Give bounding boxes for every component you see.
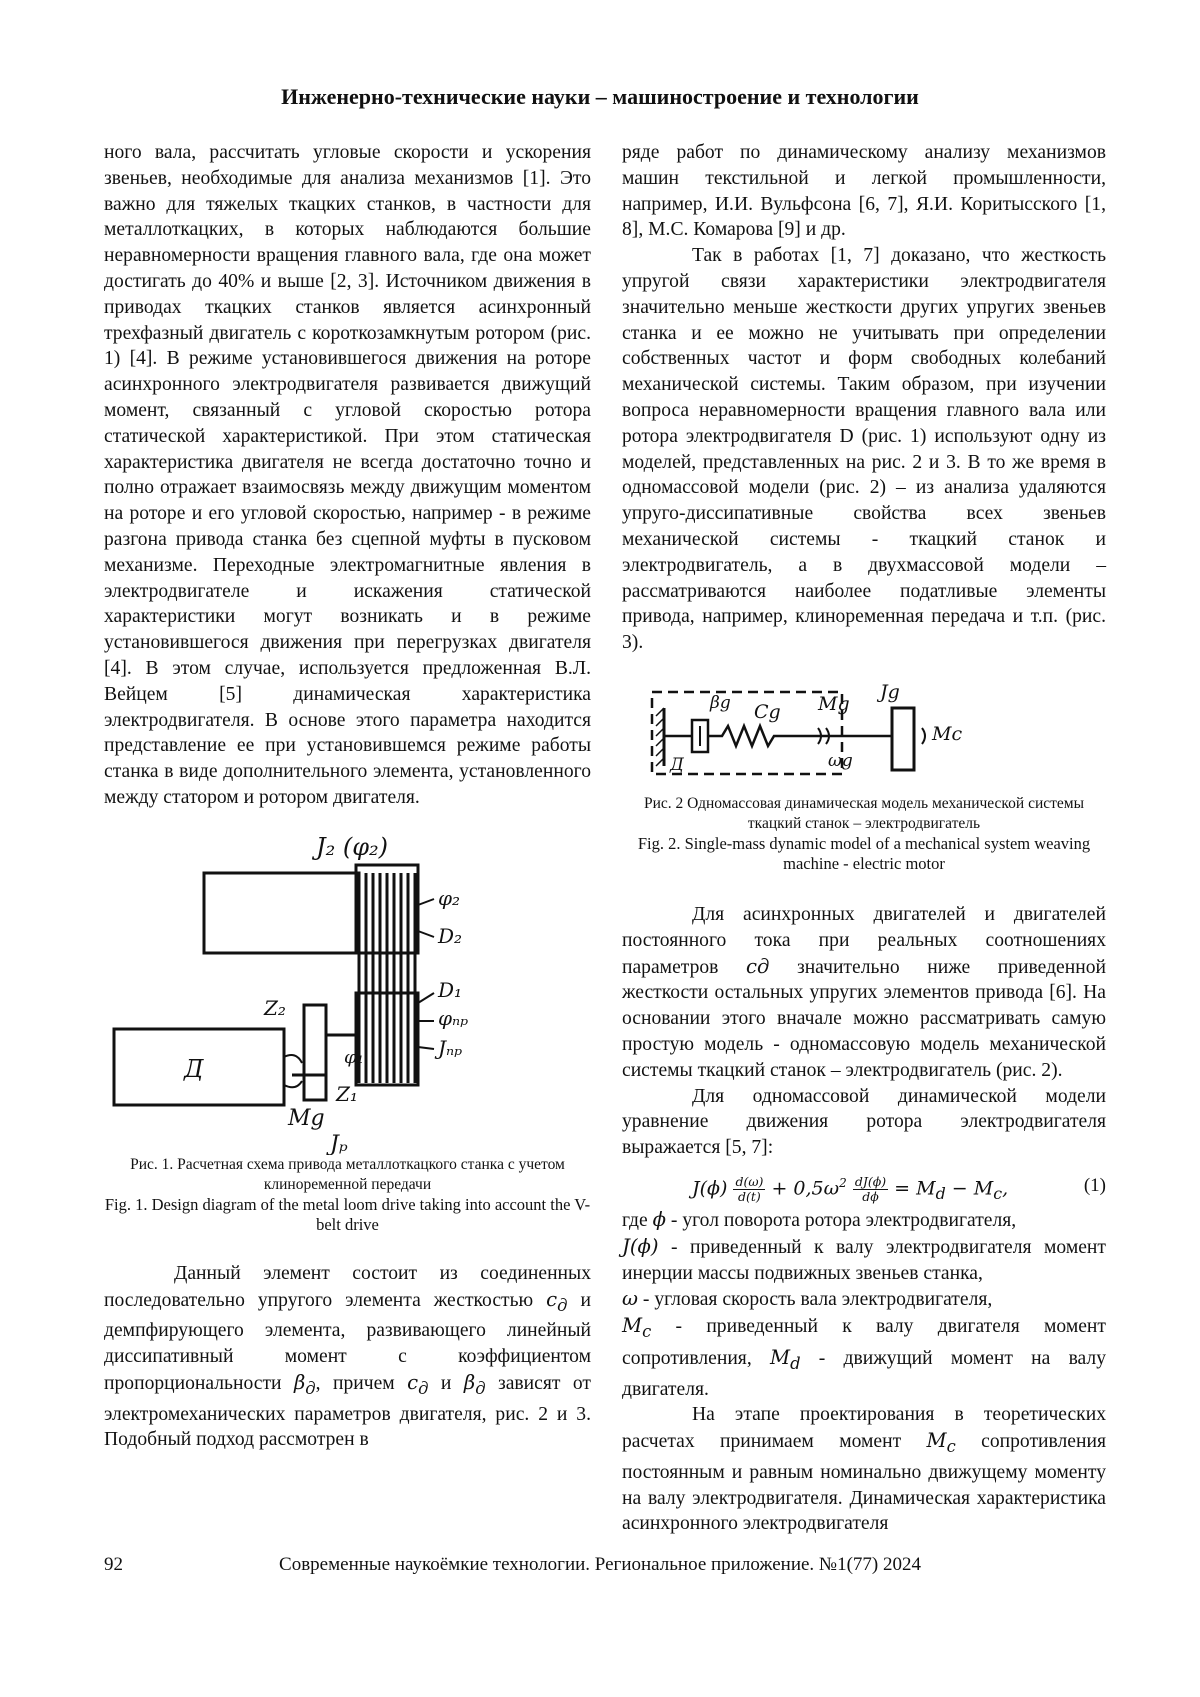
eq-frac-1	[733, 1175, 765, 1204]
def4-sym: M	[622, 1314, 643, 1338]
spring	[708, 726, 892, 746]
sym-c: c	[546, 1287, 558, 1311]
fig2-label-omega-g: ωg	[828, 750, 853, 771]
sym-c-d	[546, 1287, 568, 1315]
def2-text: - приведенный к валу электродвигателя момент инерции массы подвижных звеньев станка,	[622, 1236, 1106, 1284]
fig2-label-M-c: Mc	[932, 722, 963, 745]
p3-part-b: значительно ниже приведенной жесткости остальных упругих элементов привода [6]. На основании этого вначале можно рассматривать самую простую модель - одномассовую модель механической системы ткацкий станок – электродвигатель (рис. 2).	[622, 956, 1106, 1081]
figure-2	[622, 678, 1106, 786]
fig1-label-D1: D₁	[438, 977, 463, 1002]
eq-frac-1-den: d(t)	[738, 1188, 761, 1204]
def2-symbol: J(ϕ)	[622, 1234, 659, 1258]
figure-2-caption-en: Fig. 2. Single-mass dynamic model of a mechanical system weaving machine - electric motor	[637, 833, 1091, 873]
equation-number: (1)	[1083, 1174, 1106, 1196]
sym-c-d-2	[407, 1370, 429, 1398]
journal-name: Современные наукоёмкие технологии. Региональное приложение. №1(77) 2024	[279, 1554, 921, 1575]
def1-text: - угол поворота ротора электродвигателя,	[670, 1209, 1017, 1231]
sym-c-2: c	[407, 1370, 419, 1394]
fig1-label-Mg: Mg	[288, 1105, 325, 1131]
p2-part-b: и демпфирующего элемента, развивающего линейный диссипативный момент с коэффициентом пропорциональности	[104, 1289, 591, 1394]
fig1-label-Jp: Jₚ	[330, 1131, 348, 1155]
definition-4	[622, 1313, 1106, 1402]
fig1-label-motor: Д	[184, 1054, 204, 1083]
fig1-label-phi-pr: φₙₚ	[438, 1005, 469, 1030]
figure-1	[104, 825, 591, 1155]
figure-2-caption-ru: Рис. 2 Одномассовая динамическая модель механической системы ткацкий станок – электродвигатель	[643, 794, 1085, 832]
eq-frac-1-num: d(ω)	[735, 1173, 764, 1189]
p5-part-b: сопротивления постоянным и равным номинально движущему моменту на валу электродвигателя. Динамическая характеристика асинхронного электродвигателя	[622, 1431, 1106, 1535]
fig1-label-phi2: φ₂	[438, 885, 461, 910]
eq-frac-2	[853, 1175, 888, 1204]
p3-symbol: cд	[745, 954, 770, 978]
leader-lines	[418, 899, 434, 1049]
left-column	[104, 140, 591, 1453]
right-paragraph-4: Для одномассовой динамической модели уравнение движения ротора электродвигателя выражается [5, 7]:	[622, 1085, 1106, 1159]
fig1-label-D2: D₂	[438, 923, 463, 948]
p5-sym: M	[926, 1429, 947, 1453]
eq-frac-2-den: dϕ	[862, 1188, 879, 1204]
right-column	[622, 140, 1106, 1537]
sym-beta-2: β	[463, 1370, 476, 1394]
def1-symbol: ϕ	[652, 1207, 666, 1231]
right-paragraph-2: Так в работах [1, 7] доказано, что жесткость упругой связи характеристики электродвигателя значительно меньше жесткости других упругих звеньев станка и ее можно не учитывать при определении собственных частот и форм свободных колебаний механической системы. Таким образом, при изучении вопроса неравномерности вращения главного вала или ротора электродвигателя D (рис. 1) используют одну из моделей, представленных на рис. 2 и 3. В то же время в одномассовой модели (рис. 2) – из анализа удаляются упруго-диссипативные свойства всех звеньев механической системы - ткацкий станок и электродвигатель, а в двухмассовой модели – рассматриваются наиболее податливые элементы привода, например, клиноременная передача и т.п. (рис. 3).	[622, 245, 1106, 654]
definition-2	[622, 1234, 1106, 1287]
definition-3	[622, 1286, 1106, 1313]
p2-part-d: и	[440, 1372, 452, 1394]
fig2-label-J-g: Jg	[880, 680, 900, 703]
sym-beta-d-2	[463, 1370, 486, 1398]
fig2-label-D: Д	[670, 754, 684, 775]
equation-1	[622, 1165, 1106, 1205]
def4-symbol-2	[769, 1345, 801, 1373]
eq-rhs: = M	[894, 1177, 936, 1200]
fig1-label-Z1: Z₁	[336, 1081, 358, 1106]
left-paragraph-1: ного вала, рассчитать угловые скорости и ускорения звеньев, необходимые для анализа механизмов [1]. Это важно для тяжелых ткацких станков, в частности для металлоткацких, в которых наблюдаются большие неравномерности вращения главного вала, где она может достигать до 40% и выше [2, 3]. Источником движения в приводах ткацких станков является асинхронный трехфазный двигатель с короткозамкнутым ротором (рис. 1) [4]. В режиме установившегося движения на роторе асинхронного электродвигателя развивается движущий момент, связанный с угловой скоростью ротора статической характеристикой. При этом статическая характеристика двигателя не всегда достаточно точно и полно отражает взаимосвязь между движущим моментом на роторе и его угловой скоростью, например - в режиме разгона привода станка без сцепной муфты в пусковом механизме. Переходные электромагнитные явления в электродвигателе и искажения статической характеристики могут возникать и в режиме установившегося движения при перегрузках двигателя [4]. В этом случае, используется предложенная В.Л. Вейцем [5] динамическая характеристика электродвигателя. В основе этого параметра находится представление ее при установившемся режиме работы станка в виде дополнительного элемента, установленного между статором и ротором двигателя.	[104, 142, 591, 808]
def3-symbol: ω	[622, 1287, 638, 1311]
figure-2-diagram	[622, 678, 1106, 786]
figure-1-caption-ru: Рис. 1. Расчетная схема привода металлоткацкого станка с учетом клиноременной передачи	[130, 1155, 565, 1193]
pulley-stack	[356, 865, 418, 1085]
def4-sub: c	[642, 1322, 652, 1341]
def4-text: - приведенный к валу двигателя момент сопротивления,	[622, 1316, 1106, 1369]
eq-J: J(ϕ)	[692, 1177, 728, 1200]
definition-1	[622, 1207, 1106, 1234]
def4-sub-2: d	[790, 1353, 801, 1373]
p2-part-e: зависят от электромеханических параметров двигателя, рис. 2 и 3. Подобный подход рассмотрен в	[104, 1372, 591, 1451]
fig1-label-J2: J₂ (φ₂)	[316, 832, 389, 861]
def3-text: - угловая скорость вала электродвигателя,	[642, 1289, 993, 1311]
page-number: 92	[104, 1554, 123, 1575]
sub-d-2: д	[305, 1378, 316, 1398]
sym-beta-d	[293, 1370, 316, 1398]
page-header: Инженерно-технические науки – машиностроение и технологии	[281, 84, 919, 109]
def1-pre: где	[622, 1209, 648, 1231]
def4-text-2: - движущий момент на валу двигателя.	[622, 1347, 1107, 1400]
fig2-label-c-g: Cg	[754, 700, 781, 723]
fig1-label-phi1: φ₁	[344, 1046, 364, 1068]
fig1-label-Z2: Z₂	[264, 995, 286, 1020]
fig1-label-J-pr: Jₙₚ	[438, 1035, 463, 1060]
figure-1-caption-en: Fig. 1. Design diagram of the metal loom drive taking into account the V-belt drive	[104, 1194, 591, 1234]
right-paragraph-1: ряде работ по динамическому анализу механизмов машин текстильной и легкой промышленности, например, И.И. Вульфсона [6, 7], Я.И. Коритысского [1, 8], М.С. Комарова [9] и др.	[622, 142, 1106, 241]
p5-symbol	[926, 1429, 956, 1456]
machine-block	[204, 873, 359, 953]
gear-block	[304, 1005, 326, 1100]
p3-part-a: Для асинхронных двигателей и двигателей постоянного тока при реальных соотношениях параметров	[622, 903, 1106, 978]
eq-minus: − M	[945, 1177, 994, 1200]
p2-part-c: , причем	[315, 1372, 395, 1394]
sub-d-3: д	[418, 1378, 429, 1398]
right-paragraph-5	[622, 1402, 1106, 1537]
sub-d: д	[557, 1295, 568, 1315]
p5-part-a: На этапе проектирования в теоретических расчетах принимаем момент	[622, 1404, 1106, 1453]
sub-d-4: д	[475, 1378, 486, 1398]
eq-sub-c: c	[993, 1184, 1003, 1204]
right-paragraph-3	[622, 902, 1106, 1084]
figure-1-diagram	[104, 825, 591, 1155]
left-paragraph-2	[104, 1261, 591, 1453]
p5-sub: c	[946, 1437, 956, 1456]
def4-symbol	[622, 1314, 652, 1341]
equation-1-expression	[692, 1171, 1008, 1207]
eq-square: 2	[839, 1175, 847, 1190]
fig2-label-M-g: Mg	[818, 692, 850, 715]
eq-plus: + 0,5ω	[771, 1177, 840, 1200]
p2-part-a: Данный элемент состоит из соединенных последовательно упругого элемента жесткостью	[104, 1262, 591, 1311]
eq-tail: ,	[1002, 1177, 1009, 1200]
fig2-label-beta-g: βg	[710, 692, 731, 713]
eq-frac-2-num: dJ(ϕ)	[854, 1173, 887, 1189]
def4-sym-2: M	[769, 1345, 791, 1369]
mass-Jg	[892, 708, 914, 770]
sym-beta: β	[293, 1370, 306, 1394]
eq-sub-d: d	[935, 1184, 946, 1204]
